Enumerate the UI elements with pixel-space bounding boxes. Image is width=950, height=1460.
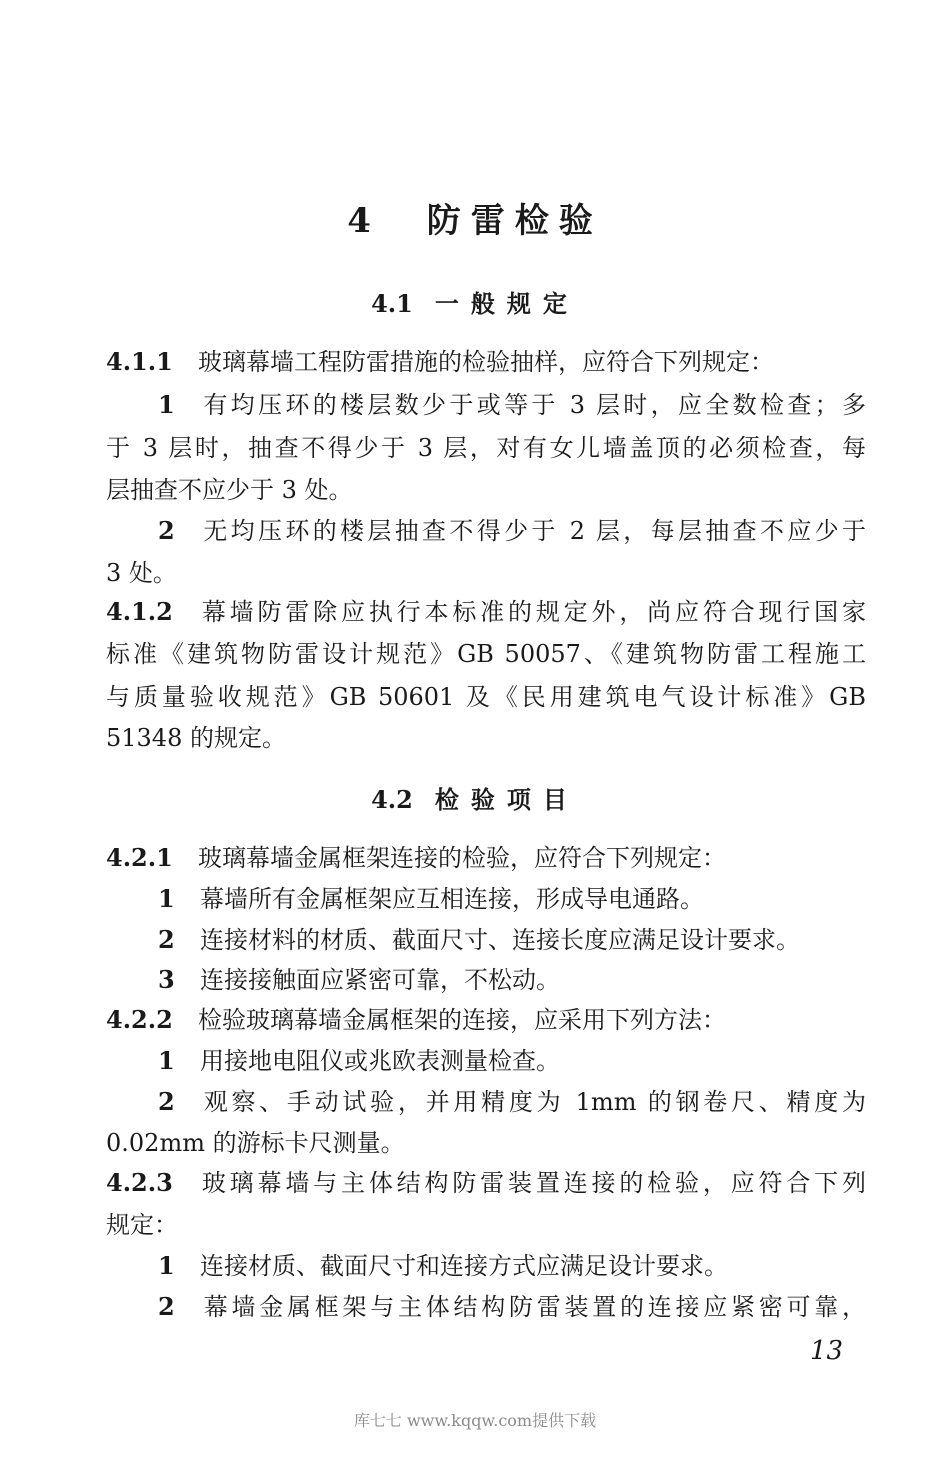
section-title-4-1	[0, 284, 950, 319]
item-text: 幕墙所有金属框架应互相连接，形成导电通路。	[200, 885, 704, 913]
clause-text: 幕墙防雷除应执行本标准的规定外，尚应符合现行国家	[198, 598, 866, 626]
clause-4-1-2-line-3: 与质量验收规范》GB 50601 及《民用建筑电气设计标准》GB	[106, 683, 866, 711]
chapter-title	[0, 193, 950, 242]
item-2-line-1	[158, 511, 866, 551]
item-2-line-2: 0.02mm 的游标卡尺测量。	[106, 1129, 405, 1157]
chapter-name: 防雷检验	[426, 201, 603, 241]
section-number: 4.2	[371, 785, 413, 814]
section-name: 检验项目	[434, 785, 579, 814]
clause-number: 4.1.2	[106, 597, 173, 626]
item-text: 无均压环的楼层抽查不得少于 2 层，每层抽查不应少于	[200, 517, 866, 545]
item-number: 2	[158, 1087, 175, 1116]
item-text: 有均压环的楼层数少于或等于 3 层时，应全数检查；多	[200, 391, 866, 419]
item-text: 连接接触面应紧密可靠，不松动。	[200, 966, 560, 994]
item-1-line-1	[158, 385, 866, 425]
section-name: 一般规定	[434, 289, 579, 318]
item-number: 2	[158, 925, 175, 954]
item-text: 幕墙金属框架与主体结构防雷装置的连接应紧密可靠，	[200, 1293, 866, 1321]
item-text: 用接地电阻仪或兆欧表测量检查。	[200, 1047, 560, 1075]
clause-4-2-3-line-1	[106, 1163, 866, 1203]
clause-text: 玻璃幕墙工程防雷措施的检验抽样，应符合下列规定：	[198, 348, 774, 376]
page-number: 13	[810, 1336, 844, 1366]
clause-4-1-1	[106, 342, 866, 382]
clause-text: 玻璃幕墙与主体结构防雷装置连接的检验，应符合下列	[198, 1169, 866, 1197]
item-1	[158, 1246, 866, 1286]
clause-4-2-3-line-2: 规定：	[106, 1211, 178, 1239]
clause-4-2-2	[106, 1000, 866, 1040]
item-number: 2	[158, 516, 175, 545]
section-title-4-2	[0, 780, 950, 815]
item-text: 连接材料的材质、截面尺寸、连接长度应满足设计要求。	[200, 926, 800, 954]
item-number: 3	[158, 965, 175, 994]
clause-number: 4.1.1	[106, 347, 173, 376]
clause-number: 4.2.1	[106, 843, 173, 872]
item-number: 2	[158, 1292, 175, 1321]
item-2	[158, 1287, 866, 1327]
chapter-number: 4	[347, 201, 381, 241]
item-number: 1	[158, 390, 175, 419]
clause-number: 4.2.3	[106, 1168, 173, 1197]
item-2-line-2: 3 处。	[106, 559, 177, 587]
item-1-line-2: 于 3 层时，抽查不得少于 3 层，对有女儿墙盖顶的必须检查，每	[106, 434, 866, 462]
item-1-line-3: 层抽查不应少于 3 处。	[106, 476, 353, 504]
clause-4-1-2-line-4: 51348 的规定。	[106, 724, 286, 752]
item-2-line-1	[158, 1082, 866, 1122]
item-1	[158, 879, 866, 919]
clause-text: 检验玻璃幕墙金属框架的连接，应采用下列方法：	[198, 1006, 726, 1034]
item-text: 连接材质、截面尺寸和连接方式应满足设计要求。	[200, 1252, 728, 1280]
item-3	[158, 960, 866, 1000]
item-1	[158, 1041, 866, 1081]
clause-4-2-1	[106, 838, 866, 878]
item-number: 1	[158, 884, 175, 913]
section-number: 4.1	[371, 289, 413, 318]
clause-text: 玻璃幕墙金属框架连接的检验，应符合下列规定：	[198, 844, 726, 872]
item-number: 1	[158, 1251, 175, 1280]
clause-4-1-2-line-1	[106, 592, 866, 632]
item-number: 1	[158, 1046, 175, 1075]
item-text: 观察、手动试验，并用精度为 1mm 的钢卷尺、精度为	[200, 1088, 866, 1116]
footer-watermark: 库七七 www.kqqw.com提供下载	[353, 1411, 597, 1430]
clause-number: 4.2.2	[106, 1005, 173, 1034]
clause-4-1-2-line-2: 标准《建筑物防雷设计规范》GB 50057、《建筑物防雷工程施工	[106, 640, 866, 668]
item-2	[158, 920, 866, 960]
